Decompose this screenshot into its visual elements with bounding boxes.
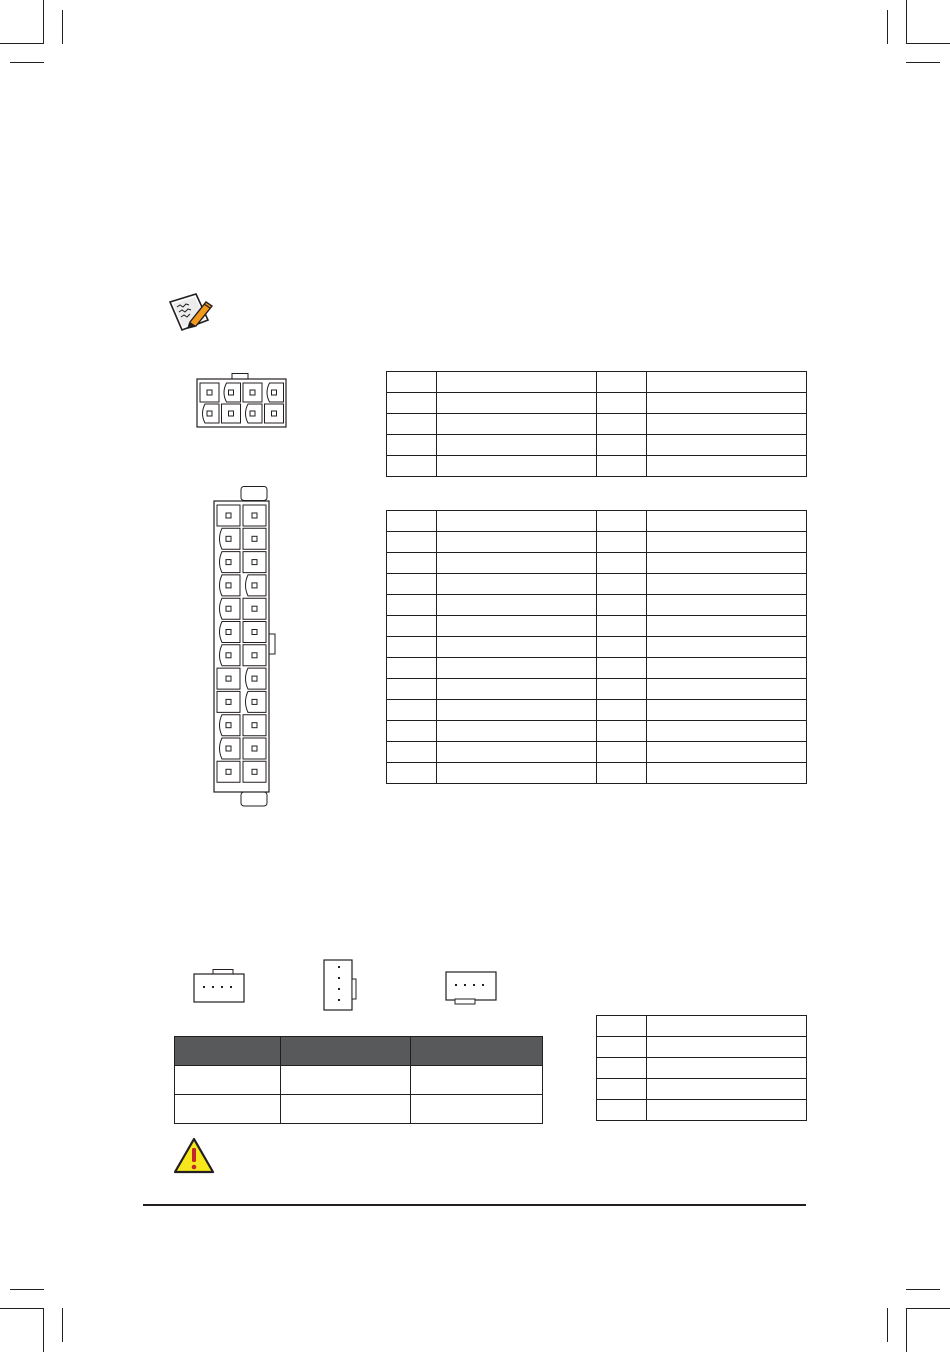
table-row: [387, 721, 807, 742]
table-cell: [647, 595, 807, 616]
table-cell: [437, 679, 597, 700]
table-row: [175, 1066, 543, 1095]
table-row: [387, 574, 807, 595]
crop-mark-bottom-left-v2: [43, 1308, 44, 1352]
table-row: [387, 435, 807, 456]
table-cell: [387, 456, 437, 477]
pin-contact: [252, 699, 257, 704]
table-cell: [647, 742, 807, 763]
table-cell: [597, 435, 647, 456]
table-cell: [437, 721, 597, 742]
table-row: [387, 595, 807, 616]
table-cell: [387, 372, 437, 393]
pin-contact: [250, 390, 255, 395]
crop-mark-top-right-v: [887, 10, 888, 44]
table-cell: [647, 511, 807, 532]
pin-contact: [250, 411, 255, 416]
fan-compat-table: [174, 1036, 543, 1124]
table-cell: [647, 393, 807, 414]
table-cell: [647, 553, 807, 574]
fan-header-diagram-2: [323, 959, 357, 1011]
table-cell: [597, 1016, 647, 1037]
table-header-cell: [281, 1037, 411, 1066]
table-row: [387, 553, 807, 574]
pin-contact: [226, 606, 231, 611]
table-cell: [437, 742, 597, 763]
pin-contact: [252, 560, 257, 565]
table-cell: [647, 1100, 807, 1121]
table-cell: [647, 721, 807, 742]
table-cell: [597, 553, 647, 574]
crop-mark-bottom-right-v2: [906, 1308, 907, 1352]
table-cell: [597, 595, 647, 616]
table-row: [387, 456, 807, 477]
table-cell: [387, 700, 437, 721]
table-cell: [175, 1066, 281, 1095]
table-cell: [437, 700, 597, 721]
table-cell: [597, 532, 647, 553]
pin-contact: [252, 630, 257, 635]
table-cell: [437, 456, 597, 477]
table-row: [387, 700, 807, 721]
pin-contact: [207, 411, 212, 416]
table-cell: [647, 414, 807, 435]
table-cell: [597, 1037, 647, 1058]
pin-contact: [226, 630, 231, 635]
table-cell: [437, 637, 597, 658]
table-cell: [437, 574, 597, 595]
pin-contact: [229, 390, 234, 395]
crop-mark-bottom-right-h: [906, 1308, 950, 1309]
pin-contact: [272, 390, 277, 395]
table-cell: [597, 414, 647, 435]
table-cell: [647, 679, 807, 700]
table-cell: [437, 553, 597, 574]
table-cell: [411, 1095, 543, 1124]
table-cell: [387, 595, 437, 616]
table-cell: [597, 456, 647, 477]
table-cell: [387, 532, 437, 553]
crop-mark-top-left-v: [62, 10, 63, 44]
table-cell: [387, 414, 437, 435]
table-cell: [387, 435, 437, 456]
table-row: [597, 1037, 807, 1058]
pin-contact: [226, 676, 231, 681]
table-row: [597, 1058, 807, 1079]
table-row: [387, 393, 807, 414]
pin-contact: [226, 560, 231, 565]
table-cell: [597, 1079, 647, 1100]
table-cell: [647, 574, 807, 595]
crop-mark-top-right-v2: [906, 0, 907, 44]
fan-header-diagram-1: [193, 969, 245, 1003]
table-row: [387, 532, 807, 553]
pin-contact: [252, 676, 257, 681]
table-row: [387, 637, 807, 658]
crop-mark-top-left-h: [0, 43, 44, 44]
atx-24pin-connector: [213, 486, 277, 808]
fan-header-diagram-3: [445, 971, 497, 1005]
table-cell: [597, 511, 647, 532]
table-cell: [647, 456, 807, 477]
table-cell: [387, 721, 437, 742]
table-cell: [597, 1058, 647, 1079]
table-cell: [437, 763, 597, 784]
pin-contact: [252, 653, 257, 658]
table-row: [597, 1016, 807, 1037]
fan-pin-table: [596, 1015, 807, 1121]
crop-mark-bottom-left-h: [0, 1308, 44, 1309]
crop-mark-bottom-left-v: [62, 1308, 63, 1342]
table-row: [387, 372, 807, 393]
pin-contact: [226, 653, 231, 658]
pin-contact: [252, 769, 257, 774]
table-cell: [647, 658, 807, 679]
pin-contact: [226, 746, 231, 751]
crop-mark-bottom-left-h2: [10, 1289, 44, 1290]
table-cell: [647, 1079, 807, 1100]
table-row: [387, 414, 807, 435]
pin-contact: [226, 513, 231, 518]
table-cell: [437, 658, 597, 679]
table-cell: [597, 763, 647, 784]
warning-icon: [172, 1136, 216, 1176]
table-row: [387, 511, 807, 532]
table-cell: [647, 637, 807, 658]
table-cell: [387, 553, 437, 574]
table-cell: [437, 435, 597, 456]
table-cell: [387, 393, 437, 414]
table-cell: [387, 763, 437, 784]
pin-contact: [252, 513, 257, 518]
atx-8pin-table: [386, 371, 807, 477]
table-row: [387, 616, 807, 637]
crop-mark-top-left-v2: [43, 0, 44, 44]
pin-contact: [207, 390, 212, 395]
pin-contact: [272, 411, 277, 416]
table-row: [597, 1079, 807, 1100]
crop-mark-bottom-right-v: [887, 1308, 888, 1342]
pin-contact: [226, 536, 231, 541]
pin-contact: [226, 699, 231, 704]
table-cell: [387, 658, 437, 679]
table-cell: [647, 763, 807, 784]
table-cell: [647, 1037, 807, 1058]
table-cell: [437, 511, 597, 532]
pin-contact: [226, 583, 231, 588]
table-cell: [597, 637, 647, 658]
table-cell: [597, 721, 647, 742]
footer-rule: [143, 1204, 806, 1206]
pin-contact: [252, 746, 257, 751]
table-row: [387, 679, 807, 700]
table-cell: [281, 1066, 411, 1095]
table-cell: [387, 637, 437, 658]
pin-contact: [226, 723, 231, 728]
table-row: [597, 1100, 807, 1121]
table-row: [387, 742, 807, 763]
table-cell: [597, 679, 647, 700]
table-cell: [647, 700, 807, 721]
table-cell: [387, 511, 437, 532]
pin-contact: [252, 583, 257, 588]
atx-24pin-table: [386, 510, 807, 784]
table-cell: [647, 1058, 807, 1079]
table-cell: [411, 1066, 543, 1095]
table-row: [175, 1095, 543, 1124]
table-cell: [597, 616, 647, 637]
table-cell: [647, 616, 807, 637]
crop-mark-top-right-h: [906, 43, 950, 44]
table-cell: [597, 700, 647, 721]
table-row: [387, 763, 807, 784]
table-cell: [175, 1095, 281, 1124]
table-cell: [387, 616, 437, 637]
pin-contact: [252, 536, 257, 541]
table-cell: [437, 595, 597, 616]
table-cell: [437, 414, 597, 435]
table-cell: [647, 532, 807, 553]
table-cell: [597, 372, 647, 393]
table-cell: [597, 742, 647, 763]
table-cell: [437, 532, 597, 553]
table-cell: [437, 372, 597, 393]
table-cell: [437, 393, 597, 414]
table-header-cell: [175, 1037, 281, 1066]
table-cell: [437, 616, 597, 637]
table-cell: [597, 574, 647, 595]
table-cell: [647, 435, 807, 456]
table-cell: [647, 1016, 807, 1037]
table-cell: [647, 372, 807, 393]
pin-contact: [252, 606, 257, 611]
table-cell: [387, 679, 437, 700]
crop-mark-bottom-right-h2: [906, 1289, 940, 1290]
pin-contact: [252, 723, 257, 728]
crop-mark-top-left-h2: [10, 62, 44, 63]
table-cell: [597, 658, 647, 679]
pin-contact: [229, 411, 234, 416]
note-pencil-icon: [166, 292, 218, 336]
crop-mark-top-right-h2: [906, 62, 940, 63]
table-cell: [597, 1100, 647, 1121]
pin-contact: [226, 769, 231, 774]
table-row: [387, 658, 807, 679]
atx-8pin-connector: [196, 373, 288, 429]
table-cell: [597, 393, 647, 414]
table-cell: [281, 1095, 411, 1124]
table-cell: [387, 742, 437, 763]
table-cell: [387, 574, 437, 595]
table-header-cell: [411, 1037, 543, 1066]
